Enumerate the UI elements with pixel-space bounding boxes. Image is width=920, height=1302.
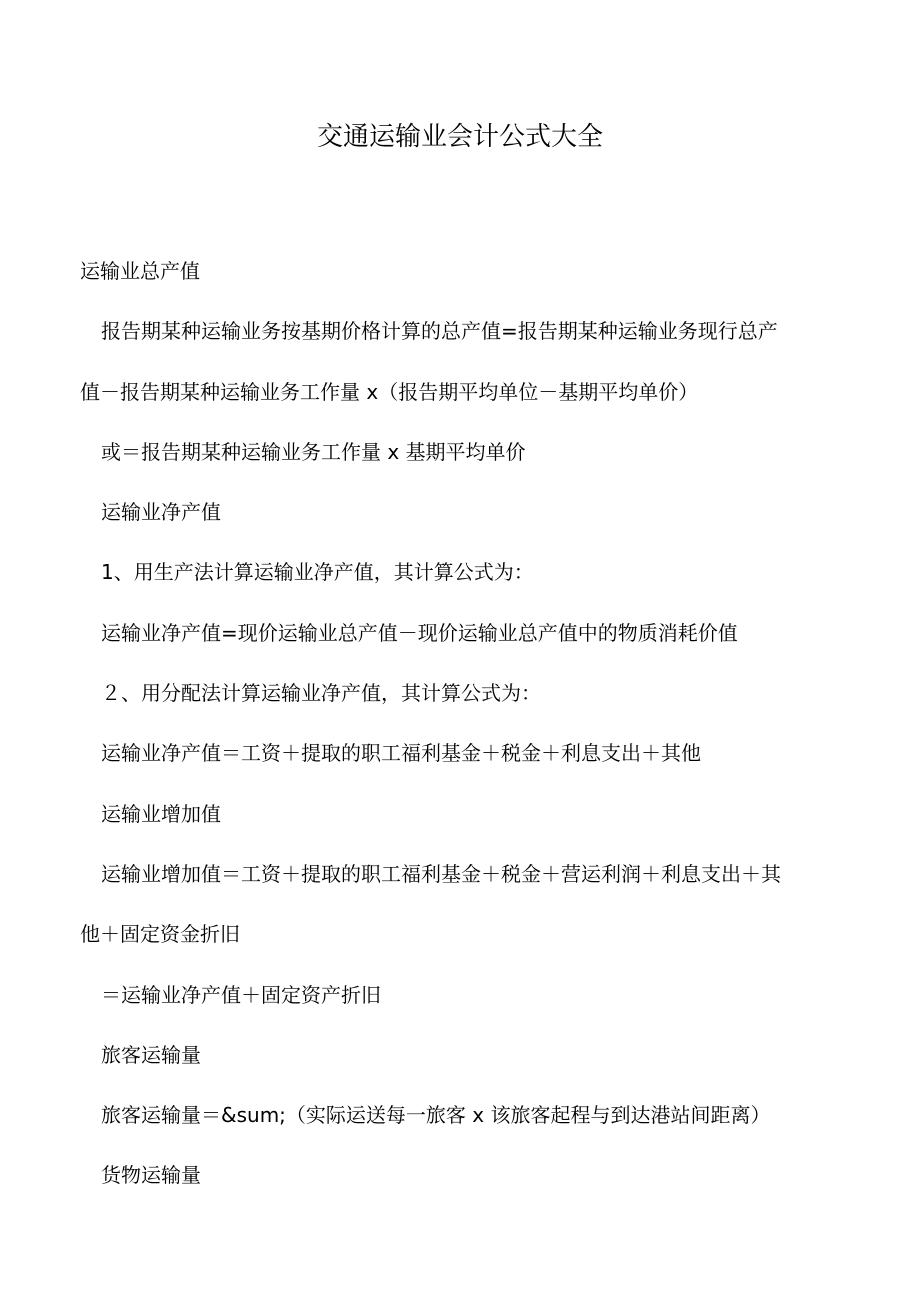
paragraph-line: 货物运输量 [101, 1163, 201, 1188]
paragraph-line: 或＝报告期某种运输业务工作量 x 基期平均单价 [101, 439, 526, 464]
paragraph-line: 运输业增加值＝工资＋提取的职工福利基金＋税金＋营运利润＋利息支出＋其 [101, 861, 781, 886]
paragraph-line: 旅客运输量＝&sum;（实际运送每一旅客 x 该旅客起程与到达港站间距离） [101, 1103, 771, 1128]
paragraph-line: 报告期某种运输业务按基期价格计算的总产值=报告期某种运输业务现行总产 [101, 319, 778, 344]
paragraph-line: 值－报告期某种运输业务工作量 x（报告期平均单位－基期平均单价） [80, 379, 699, 404]
paragraph-line: 运输业总产值 [80, 259, 200, 283]
paragraph-line: 他＋固定资金折旧 [80, 922, 240, 947]
document-title: 交通运输业会计公式大全 [316, 122, 603, 152]
paragraph-line: 旅客运输量 [101, 1042, 201, 1067]
paragraph-line: ＝运输业净产值＋固定资产折旧 [101, 982, 381, 1007]
paragraph-line: 运输业净产值=现价运输业总产值－现价运输业总产值中的物质消耗价值 [101, 620, 738, 645]
paragraph-line: 运输业净产值 [101, 500, 221, 525]
paragraph-line: 运输业净产值＝工资＋提取的职工福利基金＋税金＋利息支出＋其他 [101, 741, 701, 766]
paragraph-line: 运输业增加值 [101, 801, 221, 826]
document-body [80, 241, 850, 1206]
paragraph-line: 1、用生产法计算运输业净产值，其计算公式为： [101, 560, 534, 585]
paragraph-line: ２、用分配法计算运输业净产值，其计算公式为： [101, 681, 541, 706]
